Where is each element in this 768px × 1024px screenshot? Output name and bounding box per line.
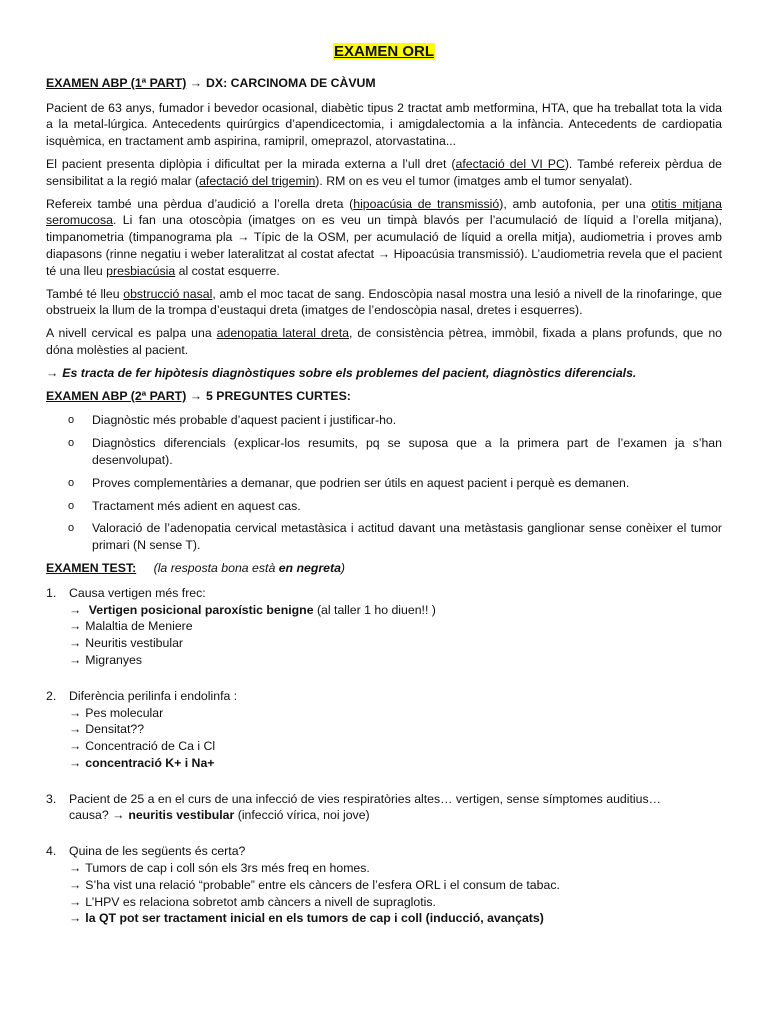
answer-option: → S’ha vist una relació “probable” entre els càncers de l’esfera ORL i el consum de tabac.: [69, 877, 560, 892]
arrow-icon: →: [69, 602, 82, 617]
section2-heading: EXAMEN ABP (2ª PART) → 5 PREGUNTES CURTES:: [46, 388, 351, 403]
answer-option: → Concentració de Ca i Cl: [69, 739, 216, 754]
case-paragraph-3: Refereix també una pèrdua d’audició a l’orella dreta (hipoacúsia de transmissió), amb autofonia, per una otitis mitjana seromucosa. Li fan una otoscòpia (imatges on es veu un timpà blavós per l’acumulació de líquid a l’orella mitjana), timpanometria (timpanograma pla → Típic de la OSM, per acumulació de líquid a orella mitja), audiometria i proves amb diapasons (rinne negatiu i weber lateralitzat al costat afectat → Hipoacúsia transmissió). L’audiometria revela que el pacient té una lleu presbiacúsia al costat esquerre.: [46, 196, 722, 278]
list-item: o Proves complementàries a demanar, que podrien ser útils en aquest pacient i perquè es demanen.: [68, 475, 630, 490]
arrow-icon: →: [69, 722, 82, 737]
case-paragraph-5: A nivell cervical es palpa una adenopatia lateral dreta, de consistència pètrea, immòbil, fixada a plans profunds, que no dóna molèsties al pacient.: [46, 326, 722, 357]
answer-option: → concentració K+ i Na+: [69, 755, 215, 770]
bullet-icon: o: [68, 522, 75, 535]
document-title: EXAMEN ORL: [333, 43, 434, 60]
arrow-icon: →: [237, 230, 250, 245]
case-paragraph-4: També té lleu obstrucció nasal, amb el moc tacat de sang. Endoscòpia nasal mostra una lesió a nivell de la rinofaringe, que obstrueix la llum de la trompa d’eustaqui dreta (imatges de l’endoscòpia nasal, dretes i esquerres).: [46, 286, 722, 318]
section1-heading: EXAMEN ABP (1ª PART) → DX: CARCINOMA DE CÀVUM: [46, 75, 376, 90]
answer-option: → Vertigen posicional paroxístic benigne (al taller 1 ho diuen!! ): [69, 602, 436, 617]
bullet-icon: o: [68, 414, 75, 427]
arrow-icon: →: [69, 705, 82, 720]
arrow-icon: →: [189, 388, 203, 403]
question-2: 2. Diferència perilinfa i endolinfa : → Pes molecular → Densitat?? → Concentració de Ca i Cl → concentració K+ i Na+: [46, 688, 722, 772]
answer-option: → Malaltia de Meniere: [69, 619, 193, 634]
arrow-icon: →: [69, 861, 82, 876]
answer-option: → Tumors de cap i coll són els 3rs més freq en homes.: [69, 861, 370, 876]
arrow-icon: →: [112, 808, 125, 823]
arrow-icon: →: [69, 619, 82, 634]
arrow-icon: →: [69, 739, 82, 754]
list-item: o Valoració de l’adenopatia cervical metastàsica i actitud davant una metàstasis ganglionar sense conèixer el tumor primari (N sense T).: [68, 521, 722, 553]
arrow-icon: →: [69, 652, 82, 667]
list-item: o Diagnòstics diferencials (explicar-los resumits, pq se suposa que a la primera part de l’examen ja s’han desenvolupat).: [68, 436, 722, 467]
test-heading: EXAMEN TEST: (la resposta bona està en negreta): [46, 560, 346, 575]
answer-option: → Densitat??: [69, 722, 145, 737]
short-questions-list: [46, 412, 722, 554]
document-page: [46, 44, 722, 946]
list-item: o Diagnòstic més probable d’aquest pacient i justificar-ho.: [68, 413, 397, 428]
arrow-icon: →: [189, 75, 203, 90]
question-1: 1. Causa vertigen més frec: → Vertigen posicional paroxístic benigne (al taller 1 ho diuen!! ) → Malaltia de Meniere → Neuritis vestibular → Migranyes: [46, 585, 722, 669]
conclusion-line: → Es tracta de fer hipòtesis diagnòstiques sobre els problemes del pacient, diagnòstics diferencials.: [46, 365, 637, 380]
answer-option: → Pes molecular: [69, 705, 164, 720]
arrow-icon: →: [69, 894, 82, 909]
arrow-icon: →: [69, 911, 82, 926]
arrow-icon: →: [377, 246, 390, 261]
case-paragraph-1: Pacient de 63 anys, fumador i bevedor ocasional, diabètic tipus 2 tractat amb metformina, HTA, que ha treballat tota la vida a la metal-lúrgica. Antecedents quirúrgics d’apendicectomia, i amigdalectomia a la infància. Antecedents de cardiopatia isquèmica, en tractament amb aspirina, ramipril, omeprazol, atorvastatina...: [46, 100, 722, 149]
question-3: 3. Pacient de 25 a en el curs de una infecció de vies respiratòries altes… vertigen, sense símptomes auditius… causa? → neuritis vestibular (infecció vírica, noi jove): [46, 791, 661, 823]
bullet-icon: o: [68, 437, 75, 450]
arrow-icon: →: [69, 636, 82, 651]
answer-option: → L’HPV es relaciona sobretot amb càncers a nivell de supraglotis.: [69, 894, 436, 909]
bullet-icon: o: [68, 499, 75, 512]
list-item: o Tractament més adient en aquest cas.: [68, 498, 301, 513]
answer-option: → la QT pot ser tractament inicial en els tumors de cap i coll (inducció, avançats): [69, 911, 544, 926]
arrow-icon: →: [69, 877, 82, 892]
case-paragraph-2: El pacient presenta diplòpia i dificultat per la mirada externa a l’ull dret (afectació del VI PC). També refereix pèrdua de sensibilitat a la regió malar (afectació del trigemin). RM on es veu el tumor (imatges amb el tumor senyalat).: [46, 156, 722, 188]
arrow-icon: →: [69, 755, 82, 770]
answer-option: → Neuritis vestibular: [69, 636, 184, 651]
answer-option: → Migranyes: [69, 652, 143, 667]
question-4: 4. Quina de les següents és certa? → Tumors de cap i coll són els 3rs més freq en homes. → S’ha vist una relació “probable” entre els càncers de l’esfera ORL i el consum de tabac. → L’HPV es relaciona sobretot amb càncers a nivell de supraglotis. → la QT pot ser tractament inicial en els tumors de cap i coll (inducció, avançats): [46, 843, 722, 927]
arrow-icon: →: [46, 365, 59, 380]
bullet-icon: o: [68, 476, 75, 489]
